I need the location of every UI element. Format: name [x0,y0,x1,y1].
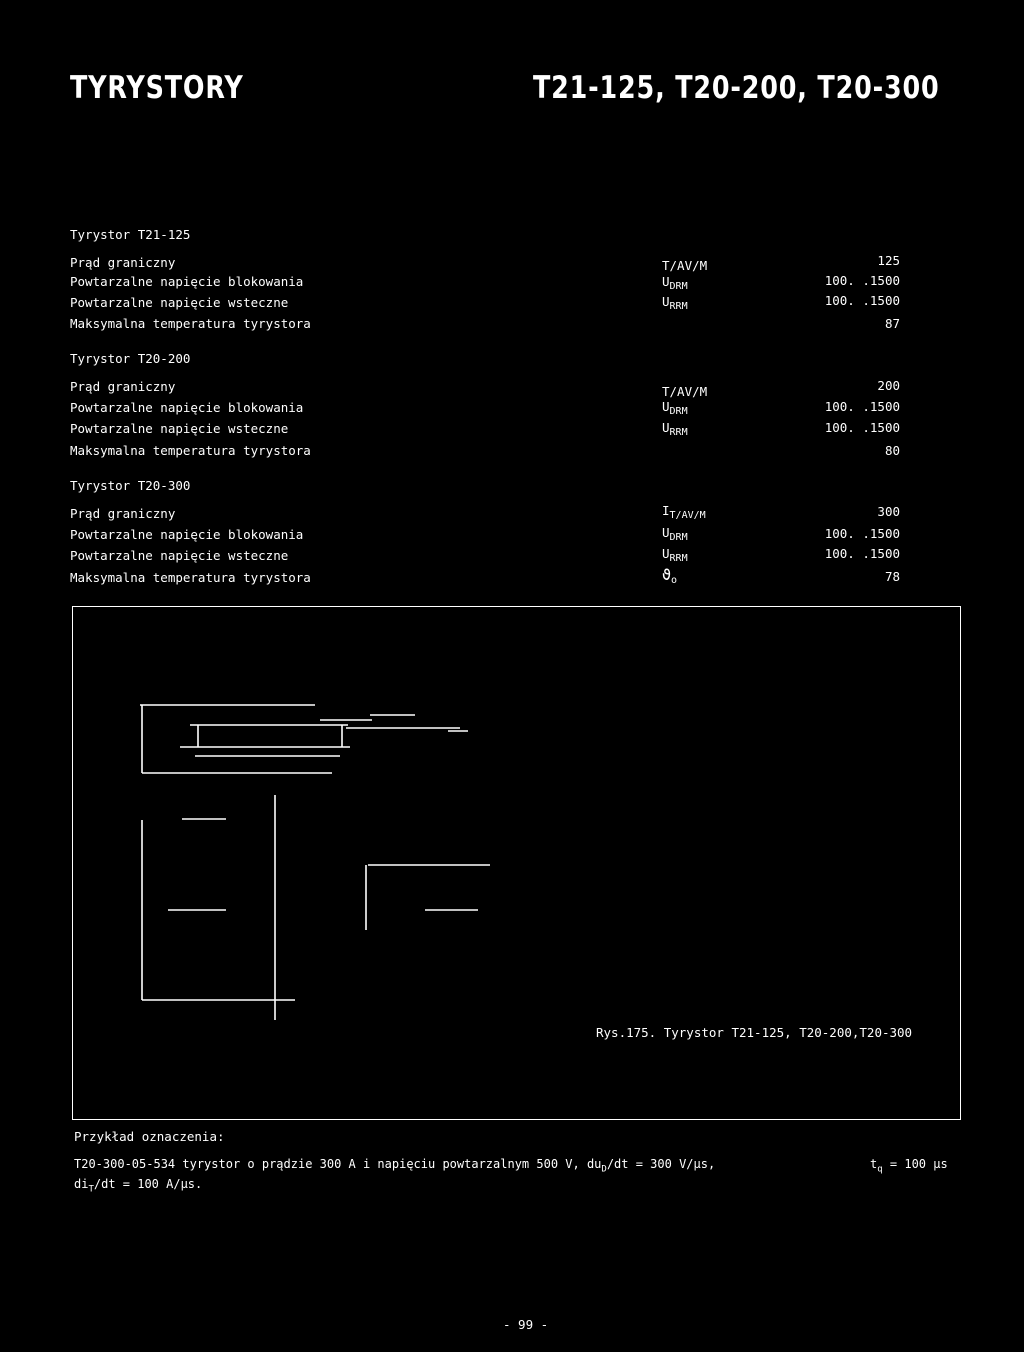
row-value: 200 [877,378,900,393]
row-label: Maksymalna temperatura tyrystora [70,570,311,585]
row-symbol: T/AV/M [662,384,708,399]
row-symbol: $U_{RRM}$ [662,294,688,312]
row-value: 100. .1500 [824,273,900,288]
row-symbol: $U_{DRM}$ [662,399,688,417]
row-label: Prąd graniczny [70,379,176,394]
row-value: 300 [877,504,900,519]
figure-caption: Rys.175. Tyrystor T21-125, T20-200,T20-300 [596,1025,913,1040]
header-models: T21-125, T20-200, T20-300 [533,70,940,106]
row-label: Powtarzalne napięcie wsteczne [70,548,289,563]
row-value: 87 [884,316,900,331]
row-value: 100. .1500 [824,293,900,308]
row-symbol: $ϑ_o$ [662,566,678,586]
row-value: 78 [884,569,900,584]
section-title: Tyrystor T20-300 [70,478,191,493]
row-value: 100. .1500 [824,546,900,561]
row-value: 125 [877,253,900,268]
row-value: 100. .1500 [824,526,900,541]
header-title: TYRYSTORY [70,70,244,106]
row-symbol: $U_{RRM}$ [662,546,688,564]
row-label: Prąd graniczny [70,506,176,521]
row-label: Powtarzalne napięcie wsteczne [70,421,289,436]
page-number: - 99 - [503,1317,549,1332]
row-label: Prąd graniczny [70,255,176,270]
example-tq: $t_q = 100$ µs [870,1157,948,1175]
row-label: Powtarzalne napięcie blokowania [70,274,304,289]
row-value: 100. .1500 [824,420,900,435]
section-title: Tyrystor T20-200 [70,351,191,366]
row-label: Powtarzalne napięcie wsteczne [70,295,289,310]
example-line-1: T20-300-05-534 tyrystor o prądzie 300 A i napięciu powtarzalnym 500 V, $du_D/dt = 300$ V/µs, [74,1157,716,1175]
row-label: Maksymalna temperatura tyrystora [70,443,311,458]
row-value: 80 [884,443,900,458]
thyristor-drawing [130,695,490,1030]
row-value: 100. .1500 [824,399,900,414]
row-symbol: $U_{DRM}$ [662,525,688,543]
row-label: Maksymalna temperatura tyrystora [70,316,311,331]
section-title: Tyrystor T21-125 [70,227,191,242]
example-line-2: $di_T/dt = 100$ A/µs. [74,1177,203,1195]
example-title: Przykład oznaczenia: [74,1129,225,1144]
row-label: Powtarzalne napięcie blokowania [70,527,304,542]
row-label: Powtarzalne napięcie blokowania [70,400,304,415]
row-symbol: $U_{DRM}$ [662,274,688,292]
row-symbol: T/AV/M [662,258,708,273]
row-symbol: $I_{T/AV/M}$ [662,503,706,521]
row-symbol: $U_{RRM}$ [662,420,688,438]
